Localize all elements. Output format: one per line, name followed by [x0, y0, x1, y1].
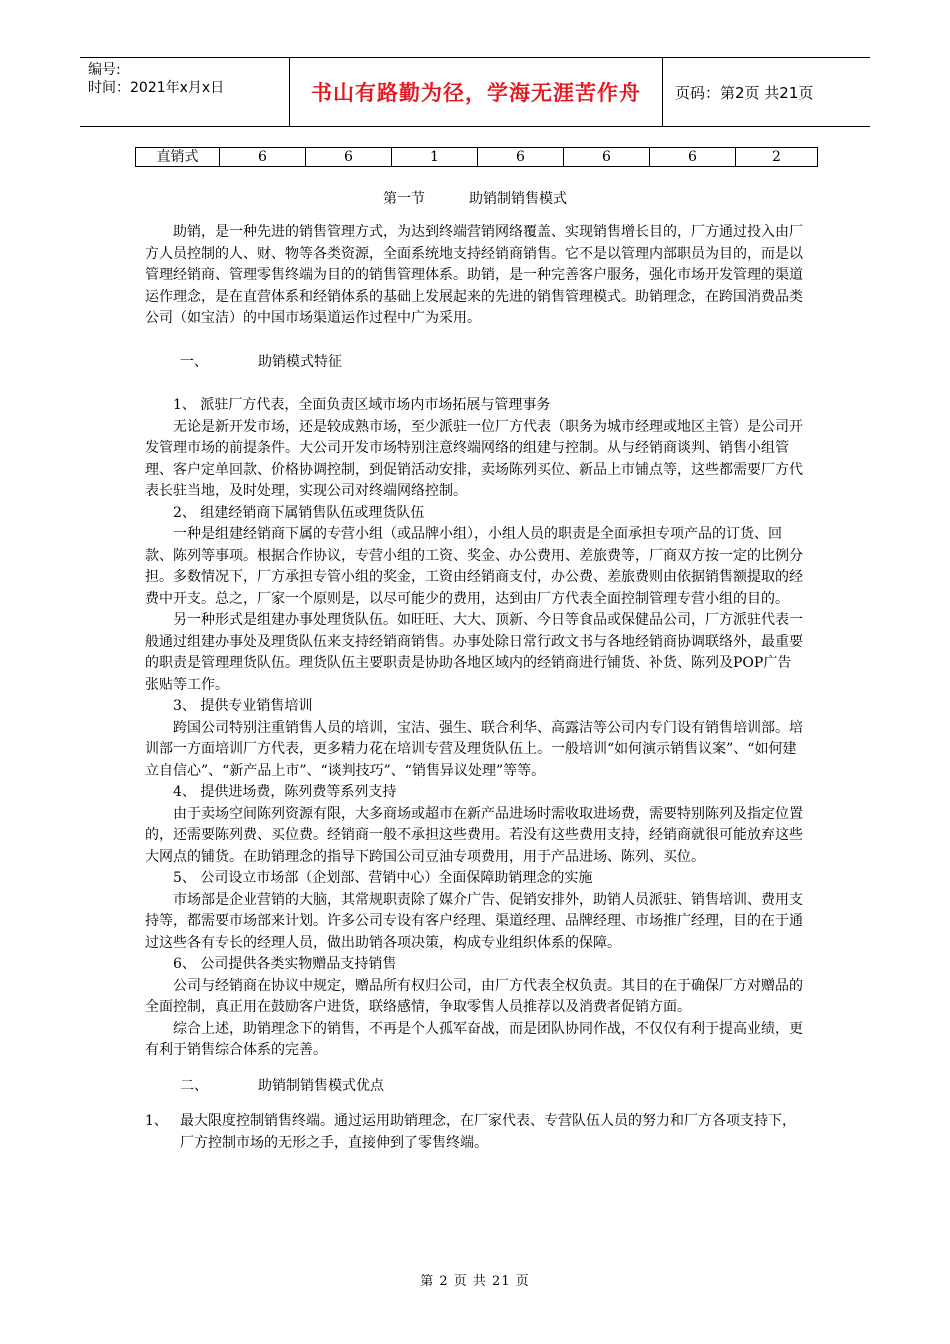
- part1-title: 助销模式特征: [258, 353, 342, 370]
- part2-title: 助销制销售模式优点: [258, 1077, 384, 1094]
- document-body: [145, 222, 805, 1154]
- table-cell: 6: [220, 148, 306, 166]
- paragraph: 由于卖场空间陈列资源有限，大多商场或超市在新产品进场时需收取进场费，需要特别陈列及指定位置的，还需要陈列费、买位费。经销商一般不承担这些费用。若没有这些费用支持，经销商就很可能放弃这些大网点的铺货。在助销理念的指导下跨国公司豆油专项费用，用于产品进场、陈列、买位。: [145, 805, 803, 865]
- header-motto: 书山有路勤为径，学海无涯苦作舟: [290, 58, 663, 126]
- table-cell: 6: [306, 148, 392, 166]
- summary-paragraph: 综合上述，助销理念下的销售，不再是个人孤军奋战，而是团队协同作战，不仅仅有利于提高业绩，更有利于销售综合体系的完善。: [145, 1020, 803, 1058]
- section-title: [0, 188, 950, 208]
- section-title-text: 助销制销售模式: [469, 191, 567, 207]
- page-header: [80, 57, 870, 127]
- part2-heading: [145, 1076, 805, 1098]
- table-cell: 6: [650, 148, 736, 166]
- intro-paragraph: 助销，是一种先进的销售管理方式，为达到终端营销网络覆盖、实现销售增长目的，厂方通过投入由厂方人员控制的人、财、物等各类资源，全面系统地支持经销商销售。它不是以管理内部职员为目的，而是以管理经销商、管理零售终端为目的的销售管理体系。助销，是一种完善客户服务，强化市场开发管理的渠道运作理念，是在直营体系和经销体系的基础上发展起来的先进的销售管理模式。助销理念，在跨国消费品类公司（如宝洁）的中国市场渠道运作过程中广为采用。: [145, 224, 803, 326]
- page-footer: 第 2 页 共 21 页: [420, 1274, 530, 1289]
- paragraph: 市场部是企业营销的大脑，其常规职责除了媒介广告、促销安排外，助销人员派驻、销售培训、费用支持等，都需要市场部来计划。许多公司专设有客户经理、渠道经理、品牌经理、市场推广经理，目的在于通过这些各有专长的经理人员，做出助销各项决策，构成专业组织体系的保障。: [145, 891, 803, 951]
- part2-number: 二、: [180, 1077, 208, 1094]
- paragraph: 无论是新开发市场，还是较成熟市场，至少派驻一位厂方代表（职务为城市经理或地区主管）是公司开发管理市场的前提条件。大公司开发市场特别注意终端网络的组建与控制。从与经销商谈判、销售小组管理、客户定单回款、价格协调控制，到促销活动安排，卖场陈列买位、新品上市铺点等，这些都需要厂方代表长驻当地，及时处理，实现公司对终端网络控制。: [145, 418, 803, 499]
- header-bianhao: 编号:: [88, 62, 121, 78]
- section-number: 第一节: [383, 191, 425, 207]
- table-cell: 6: [478, 148, 564, 166]
- table-cell-label: 直销式: [136, 148, 220, 166]
- subheading-6: 6、 公司提供各类实物赠品支持销售: [173, 956, 397, 972]
- header-time: 时间：2021年x月x日: [88, 80, 225, 96]
- table-cell: 1: [392, 148, 478, 166]
- table-cell: 2: [772, 149, 781, 165]
- table-cell: 6: [564, 148, 650, 166]
- subheading-5: 5、 公司设立市场部（企划部、营销中心）全面保障助销理念的实施: [173, 870, 593, 886]
- table-row: [135, 147, 818, 167]
- part1-heading: [145, 352, 805, 374]
- advantage-text: 最大限度控制销售终端。通过运用助销理念，在厂家代表、专营队伍人员的努力和厂方各项支持下，厂方控制市场的无形之手，直接伸到了零售终端。: [180, 1113, 796, 1151]
- part1-number: 一、: [180, 353, 208, 370]
- advantage-item-1: [145, 1111, 805, 1154]
- header-meta: [80, 58, 290, 126]
- subheading-2: 2、 组建经销商下属销售队伍或理货队伍: [173, 504, 425, 521]
- subheading-3: 3、 提供专业销售培训: [173, 698, 313, 714]
- advantage-number: 1、: [145, 1113, 168, 1129]
- subheading-1: 1、 派驻厂方代表，全面负责区域市场内市场拓展与管理事务: [173, 397, 551, 413]
- header-page-label: 页码：第2页 共21页: [675, 83, 814, 102]
- paragraph: 另一种形式是组建办事处理货队伍。如旺旺、大大、顶新、今日等食品或保健品公司，厂方派驻代表一般通过组建办事处及理货队伍来支持经销商销售。办事处除日常行政文书与各地经销商协调联络外，最重要的职责是管理理货队伍。理货队伍主要职责是协助各地区域内的经销商进行铺货、补货、陈列及POP广告张贴等工作。: [145, 612, 803, 693]
- paragraph: 跨国公司特别注重销售人员的培训，宝洁、强生、联合利华、高露洁等公司内专门设有销售培训部。培训部一方面培训厂方代表，更多精力花在培训专营及理货队伍上。一般培训“如何演示销售议案”、“如何建立自信心”、“新产品上市”、“谈判技巧”、“销售异议处理”等等。: [145, 719, 803, 779]
- subheading-4: 4、 提供进场费，陈列费等系列支持: [173, 784, 397, 800]
- paragraph: 一种是组建经销商下属的专营小组（或品牌小组），小组人员的职责是全面承担专项产品的订货、回款、陈列等事项。根据合作协议，专营小组的工资、奖金、办公费用、差旅费等，厂商双方按一定的比例分担。多数情况下，厂方承担专管小组的奖金，工资由经销商支付，办公费、差旅费则由依据销售额提取的经费中开支。总之，厂家一个原则是，以尽可能少的费用，达到由厂方代表全面控制管理专营小组的目的。: [145, 526, 803, 607]
- paragraph: 公司与经销商在协议中规定，赠品所有权归公司，由厂方代表全权负责。其目的在于确保厂方对赠品的全面控制，真正用在鼓励客户进货，联络感情，争取零售人员推荐以及消费者促销方面。: [145, 977, 803, 1015]
